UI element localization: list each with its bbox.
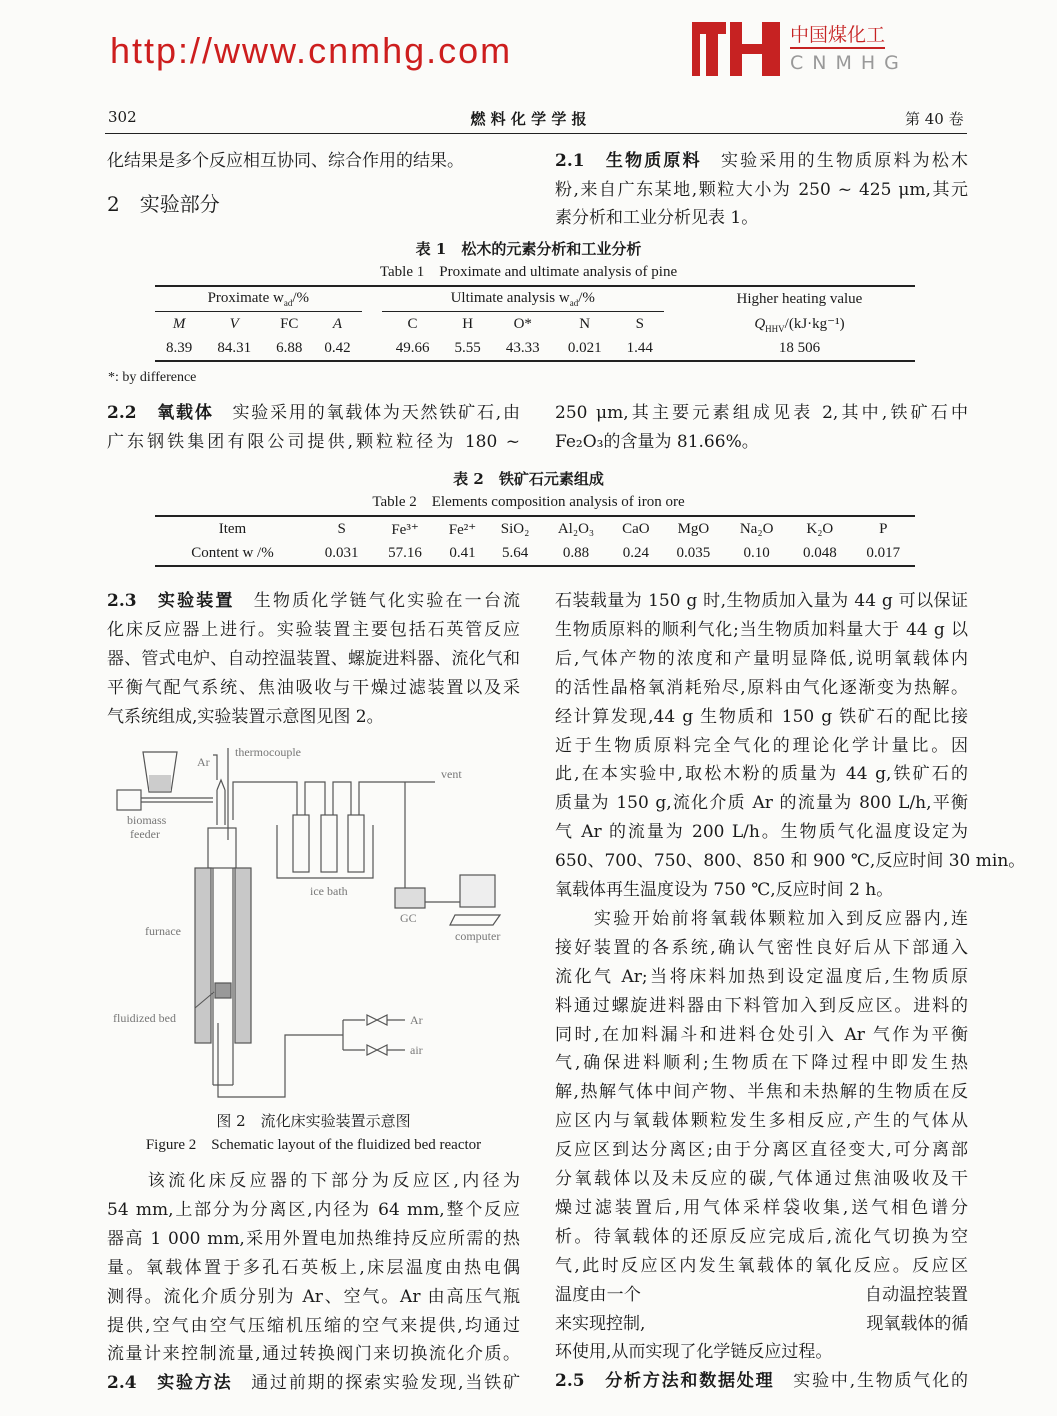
table2-cell: 0.017: [852, 541, 915, 566]
table2-col-header: Al₂O₃: [542, 516, 610, 541]
body-line: 气,此时反应区内发生氧载体的氧化反应。反应区: [555, 1255, 968, 1276]
subsection-title: 2.5 分析方法和数据处理: [555, 1371, 775, 1392]
furnace-left: [195, 868, 211, 1043]
body-line: 气系统组成,实验装置示意图见图 2。: [107, 706, 384, 727]
label-feeder: feeder: [130, 827, 160, 841]
body-line: 生物质原料的顺利气化;当生物质加料量大于 44 g 以: [555, 619, 968, 640]
figure2-schematic: [105, 740, 535, 1110]
table1-group-ultimate: Ultimate analysis $w_{ad}/\%$: [382, 286, 664, 312]
body-line: 流化气 Ar;当将床料加热到设定温度后,生物质原: [555, 966, 968, 987]
table1-note: *: by difference: [108, 370, 197, 385]
body-line: 化结果是多个反应相互协同、综合作用的结果。: [107, 151, 464, 171]
label-ice-bath: ice bath: [310, 884, 348, 898]
subsection-title: 2.3 实验装置: [107, 591, 235, 611]
label-thermocouple: thermocouple: [235, 745, 301, 759]
cnmhg-logo: [690, 18, 990, 80]
label-ar-valve: Ar: [410, 1013, 423, 1027]
table2-col-header: Fe²⁺: [437, 516, 489, 541]
table2-col-header: Item: [155, 516, 310, 541]
table1-group-hhv: Higher heating value: [684, 286, 915, 312]
valve-ar-icon: [367, 1015, 387, 1025]
table1-col-header: S: [635, 315, 644, 332]
table2-title-en: Table 2 Elements composition analysis of iron ore: [372, 494, 685, 510]
table2-col-header: CaO: [610, 516, 662, 541]
table2-cell: 0.031: [310, 541, 373, 566]
label-air-valve: air: [410, 1043, 423, 1057]
body-line: 温度由一个 自动温控装置: [555, 1284, 968, 1305]
table1-cell: 6.88: [265, 336, 313, 361]
section-heading-line: [107, 1372, 520, 1394]
body-line: 54 mm,上部分为分离区,内径为 64 mm,整个反应: [107, 1199, 520, 1220]
table1-col-header: O*: [513, 315, 532, 332]
label-computer: computer: [455, 929, 501, 943]
body-line: 接好装置的各系统,确认气密性良好后从下部通入: [555, 937, 968, 958]
table2-cell: 5.64: [488, 541, 542, 566]
label-fluidized-bed: fluidized bed: [113, 1011, 176, 1025]
subsection-title: 2.1 生物质原料: [555, 151, 702, 171]
table2-row-label: Content w /%: [155, 541, 310, 566]
subsection-title: 2.2 氧载体: [107, 403, 214, 423]
table1: [155, 285, 915, 362]
feeder-motor-icon: [117, 790, 141, 810]
body-line: Fe₂O₃的含量为 81.66%。: [555, 431, 759, 452]
table1-col-header: M: [172, 315, 186, 332]
table1-cell: 18 506: [684, 336, 915, 361]
valve-air-icon: [367, 1045, 387, 1055]
body-line: 器高 1 000 mm,采用外置电加热维持反应所需的热: [107, 1228, 520, 1249]
label-vent: vent: [441, 767, 462, 781]
cnmhg-logo-mark: [690, 20, 782, 78]
body-line: 测得。流化介质分别为 Ar、空气。Ar 由高压气瓶: [107, 1286, 520, 1307]
table2-col-header: Na₂O: [725, 516, 788, 541]
page-number: 302: [108, 108, 137, 126]
table1-col-header: V: [229, 315, 239, 332]
body-line: 流量计来控制流量,通过转换阀门来切换流化介质。: [107, 1344, 520, 1365]
body-line: 料通过螺旋进料器由下料管加入到反应区。进料的: [555, 995, 968, 1016]
body-line: 氧载体再生温度设为 750 ℃,反应时间 2 h。: [555, 880, 894, 900]
computer-icon: [460, 875, 495, 907]
body-line: 环使用,从而实现了化学链反应过程。: [555, 1342, 833, 1363]
body-line: 反应区到达分离区;由于分离区直径变大,可分离部: [555, 1140, 968, 1161]
header-rule: [105, 133, 967, 134]
logo-text-cn: 中国煤化工: [790, 20, 885, 49]
table1-cell: 1.44: [616, 336, 664, 361]
ice-bath: [277, 825, 373, 878]
body-line: 该流化床反应器的下部分为反应区,内径为: [107, 1171, 520, 1191]
table1-col-header: H: [462, 315, 474, 332]
body-line: 广东钢铁集团有限公司提供,颗粒粒径为 180 ~: [107, 431, 520, 452]
body-line: 气,确保进料顺利;生物质在下降过程中即发生热: [555, 1053, 968, 1074]
table1-col-hhv: $Q_{HHV}/(kJ\cdot kg^{-1})$: [754, 315, 845, 334]
watermark: http://www.cnmhg.com: [110, 30, 513, 71]
figure2-caption-cn: 图 2 流化床实验装置示意图: [216, 1112, 411, 1130]
table1-title-cn: 表 1 松木的元素分析和工业分析: [415, 240, 642, 258]
fluidized-bed: [215, 983, 231, 998]
table1-cell: 8.39: [155, 336, 203, 361]
volume-label: 第 40 卷: [905, 110, 964, 128]
table2-cell: 57.16: [373, 541, 436, 566]
body-line: 应区内与氧载体颗粒发生多相反应,产生的气体从: [555, 1111, 968, 1132]
journal-title: 燃 料 化 学 学 报: [470, 110, 587, 128]
figure2-caption-en: Figure 2 Schematic layout of the fluidized bed reactor: [145, 1137, 482, 1153]
body-line: 提供,空气由空气压缩机压缩的空气来提供,均通过: [107, 1315, 520, 1336]
table1-col-header: A: [332, 315, 343, 332]
table1-cell: 0.42: [313, 336, 361, 361]
body-line: 燥过滤装置后,用气体采样袋收集,送气相色谱分: [555, 1197, 968, 1218]
body-line: 气 Ar 的流量为 200 L/h。生物质气化温度设定为: [555, 822, 968, 843]
label-furnace: furnace: [145, 924, 181, 938]
label-gc: GC: [400, 911, 417, 925]
table2-title-cn: 表 2 铁矿石元素组成: [453, 470, 604, 488]
table2-cell: 0.41: [437, 541, 489, 566]
body-text: 实验中,生物质气化的: [774, 1371, 969, 1392]
body-line: 器、管式电炉、自动控温装置、螺旋进料器、流化气和: [107, 648, 520, 669]
body-line: 析。待氧载体的还原反应完成后,流化气切换为空: [555, 1226, 968, 1247]
furnace-right: [235, 868, 251, 1043]
body-line: 250 μm,其主要元素组成见表 2,其中,铁矿石中: [555, 403, 968, 423]
table2-col-header: MgO: [662, 516, 725, 541]
table1-cell: 49.66: [382, 336, 444, 361]
section-heading-line: [107, 590, 520, 612]
body-line: 的活性晶格氧消耗殆尽,原料由气化逐渐变为热解。: [555, 677, 968, 698]
section-heading: 2 实验部分: [107, 192, 220, 216]
table2-cell: 0.048: [788, 541, 851, 566]
section-heading-line: [107, 402, 520, 424]
body-line: 近于生物质原料完全气化的理论化学计量比。因: [555, 735, 968, 756]
body-line: 经计算发现,44 g 生物质和 150 g 铁矿石的配比接: [555, 706, 968, 727]
table1-group-proximate: Proximate $w_{ad}/\%$: [155, 286, 362, 312]
body-line: 量。氧载体置于多孔石英板上,床层温度由热电偶: [107, 1257, 520, 1278]
logo-text-en: CNMHG: [790, 52, 908, 74]
table2-col-header: SiO₂: [488, 516, 542, 541]
table2-col-header: S: [310, 516, 373, 541]
table2-cell: 0.035: [662, 541, 725, 566]
table1-col-header: FC: [280, 315, 299, 332]
body-line: 解,热解气体中间产物、半焦和未热解的生物质在反: [555, 1082, 968, 1103]
body-line: 石装载量为 150 g 时,生物质加入量为 44 g 可以保证: [555, 591, 968, 611]
body-line: 粉,来自广东某地,颗粒大小为 250 ~ 425 μm,其元: [555, 179, 968, 200]
table2-cell: 0.24: [610, 541, 662, 566]
label-ar-top: Ar: [197, 755, 210, 769]
body-line: 分氧载体以及未反应的碳,气体通过焦油吸收及干: [555, 1169, 968, 1189]
body-line: 实验开始前将氧载体颗粒加入到反应器内,连: [555, 908, 968, 929]
table2-cell: 0.10: [725, 541, 788, 566]
body-text: 实验采用的生物质原料为松木: [701, 151, 969, 171]
label-biomass: biomass: [127, 813, 167, 827]
table1-col-header: C: [407, 315, 418, 332]
table1-col-header: N: [579, 315, 591, 332]
gc-icon: [395, 888, 425, 908]
table2: [155, 515, 915, 567]
body-line: 此,在本实验中,取松木粉的质量为 44 g,铁矿石的: [555, 764, 968, 785]
table2-col-header: P: [852, 516, 915, 541]
absorber-2: [321, 815, 337, 872]
absorber-1: [293, 815, 309, 872]
body-line: 来实现控制, 现氧载体的循: [555, 1313, 969, 1334]
table1-cell: 5.55: [444, 336, 492, 361]
section-heading-line: [555, 150, 968, 172]
table1-cell: 84.31: [203, 336, 265, 361]
section-heading-line: [555, 1370, 968, 1392]
body-line: 质量为 150 g,流化介质 Ar 的流量为 800 L/h,平衡: [555, 793, 968, 814]
body-line: 后,气体产物的浓度和产量明显降低,说明氧载体内: [555, 648, 968, 669]
body-line: 化床反应器上进行。实验装置主要包括石英管反应: [107, 619, 520, 640]
body-line: 平衡气配气系统、焦油吸收与干燥过滤装置以及采: [107, 677, 520, 698]
body-line: 650、700、750、800、850 和 900 ℃,反应时间 30 min。: [555, 851, 1026, 872]
body-line: 素分析和工业分析见表 1。: [555, 208, 759, 228]
table1-cell: 43.33: [492, 336, 554, 361]
body-text: 实验采用的氧载体为天然铁矿石,由: [213, 403, 521, 423]
table2-col-header: K₂O: [788, 516, 851, 541]
body-text: 通过前期的探索实验发现,当铁矿: [232, 1373, 520, 1394]
body-text: 生物质化学链气化实验在一台流: [234, 591, 521, 611]
body-line: 同时,在加料漏斗和进料仓处引入 Ar 气作为平衡: [555, 1024, 968, 1045]
table2-col-header: Fe³⁺: [373, 516, 436, 541]
table1-title-en: Table 1 Proximate and ultimate analysis of pine: [379, 264, 678, 280]
subsection-title: 2.4 实验方法: [107, 1373, 233, 1394]
reactor-upper: [208, 828, 236, 868]
absorber-3: [348, 815, 364, 872]
table1-cell: 0.021: [554, 336, 616, 361]
table2-cell: 0.88: [542, 541, 610, 566]
